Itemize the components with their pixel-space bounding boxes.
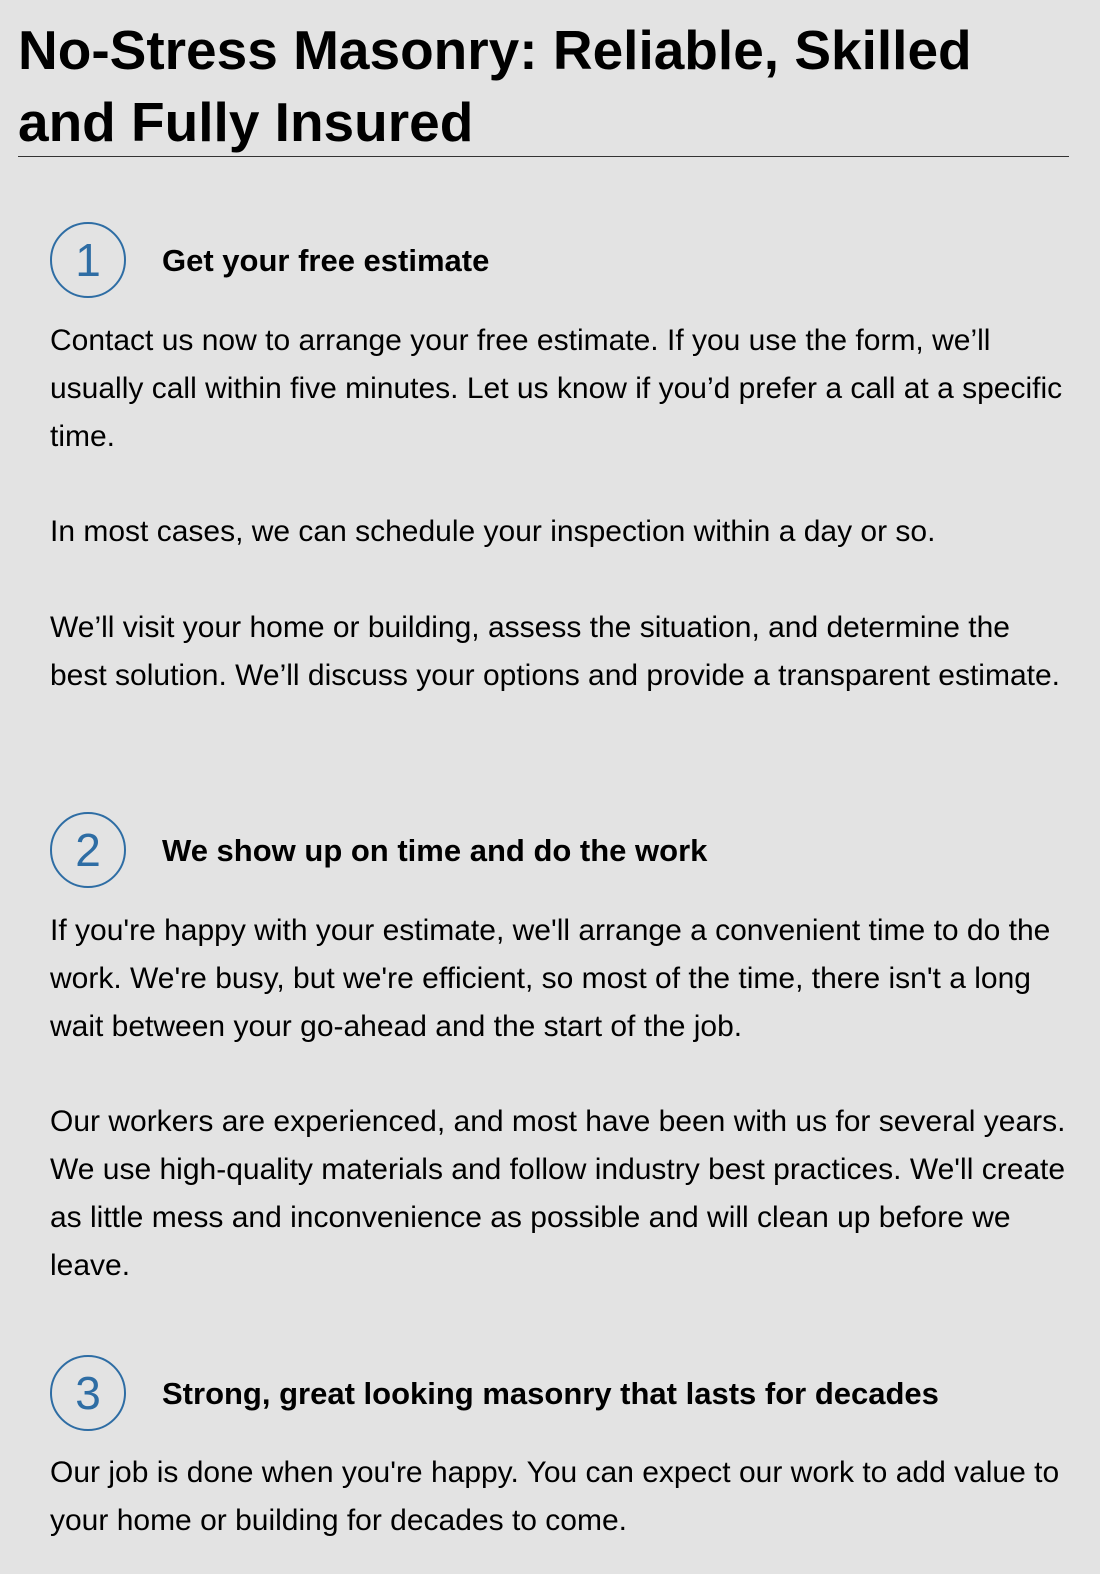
- step-1-paragraph-3: We’ll visit your home or building, assess the situation, and determine the best solution. We’ll discuss your options and provide a transparent estimate.: [50, 611, 1060, 692]
- step-1-paragraph-2: In most cases, we can schedule your inspection within a day or so.: [50, 515, 936, 548]
- step-1-number-badge: 1: [50, 222, 126, 298]
- step-3-number-badge: 3: [50, 1355, 126, 1431]
- step-2-number-badge: 2: [50, 812, 126, 888]
- step-3-title: Strong, great looking masonry that lasts for decades: [162, 1376, 939, 1411]
- step-3-header: [50, 1355, 1070, 1435]
- step-3-paragraph-1: Our job is done when you're happy. You can expect our work to add value to your home or building for decades to come.: [50, 1456, 1060, 1537]
- step-2-paragraph-2: Our workers are experienced, and most have been with us for several years. We use high-quality materials and follow industry best practices. We'll create as little mess and inconvenience as possible and will clean up before we leave.: [50, 1105, 1066, 1282]
- page-title: No-Stress Masonry: Reliable, Skilled and Fully Insured: [18, 19, 972, 153]
- step-2-header: [50, 812, 1070, 892]
- step-1-header: [50, 222, 1070, 302]
- step-1-title: Get your free estimate: [162, 243, 490, 278]
- step-2-title: We show up on time and do the work: [162, 833, 708, 868]
- title-divider: [18, 156, 1069, 157]
- step-2-paragraph-1: If you're happy with your estimate, we'll arrange a convenient time to do the work. We're busy, but we're efficient, so most of the time, there isn't a long wait between your go-ahead and the start of the job.: [50, 914, 1051, 1043]
- step-1-paragraph-1: Contact us now to arrange your free estimate. If you use the form, we’ll usually call within five minutes. Let us know if you’d prefer a call at a specific time.: [50, 324, 1063, 453]
